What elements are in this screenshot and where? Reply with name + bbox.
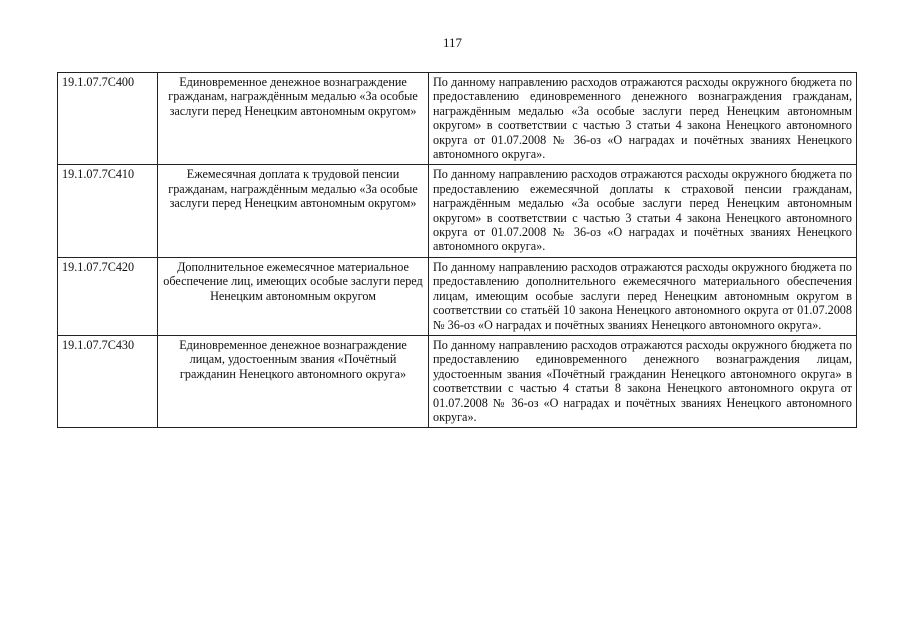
expense-name: Дополнительное ежемесячное материальное обеспечение лиц, имеющих особые заслуги перед Ненецким автономным округом (158, 257, 429, 335)
expense-code: 19.1.07.7C400 (58, 73, 158, 165)
expense-name: Единовременное денежное вознаграждение гражданам, награждённым медалью «За особые заслуги перед Ненецким автономным округом» (158, 73, 429, 165)
expense-code: 19.1.07.7C410 (58, 165, 158, 257)
expense-description: По данному направлению расходов отражаются расходы окружного бюджета по предоставлению единовременного денежного вознаграждения лицам, удостоенным звания «Почётный гражданин Ненецкого автономного округа» в соответствии с частью 4 статьи 8 закона Ненецкого автономного округа от 01.07.2008 № 36-оз «О наградах и почётных званиях Ненецкого автономного округа». (429, 335, 857, 427)
expense-name: Единовременное денежное вознаграждение лицам, удостоенным звания «Почётный гражданин Ненецкого автономного округа» (158, 335, 429, 427)
table-row (58, 73, 857, 165)
table-row (58, 165, 857, 257)
table-row (58, 335, 857, 427)
expense-description: По данному направлению расходов отражаются расходы окружного бюджета по предоставлению дополнительного ежемесячного материального обеспечения лицам, имеющим особые заслуги перед Ненецким автономным округом в соответствии со статьёй 10 закона Ненецкого автономного округа от 01.07.2008 № 36-оз «О наградах и почётных званиях Ненецкого автономного округа». (429, 257, 857, 335)
page-number: 117 (442, 35, 463, 50)
expense-code: 19.1.07.7C420 (58, 257, 158, 335)
expense-codes-table (57, 72, 857, 428)
expense-code: 19.1.07.7C430 (58, 335, 158, 427)
expense-description: По данному направлению расходов отражаются расходы окружного бюджета по предоставлению единовременного денежного вознаграждения гражданам, награждённым медалью «За особые заслуги перед Ненецким автономным округом» в соответствии с частью 3 статьи 4 закона Ненецкого автономного округа от 01.07.2008 № 36-оз «О наградах и почётных званиях Ненецкого автономного округа». (429, 73, 857, 165)
expense-name: Ежемесячная доплата к трудовой пенсии гражданам, награждённым медалью «За особые заслуги перед Ненецким автономным округом» (158, 165, 429, 257)
expense-description: По данному направлению расходов отражаются расходы окружного бюджета по предоставлению ежемесячной доплаты к страховой пенсии гражданам, награждённым медалью «За особые заслуги перед Ненецким автономным округом» в соответствии с частью 3 статьи 4 закона Ненецкого автономного округа от 01.07.2008 № 36-оз «О наградах и почётных званиях Ненецкого автономного округа». (429, 165, 857, 257)
table-row (58, 257, 857, 335)
